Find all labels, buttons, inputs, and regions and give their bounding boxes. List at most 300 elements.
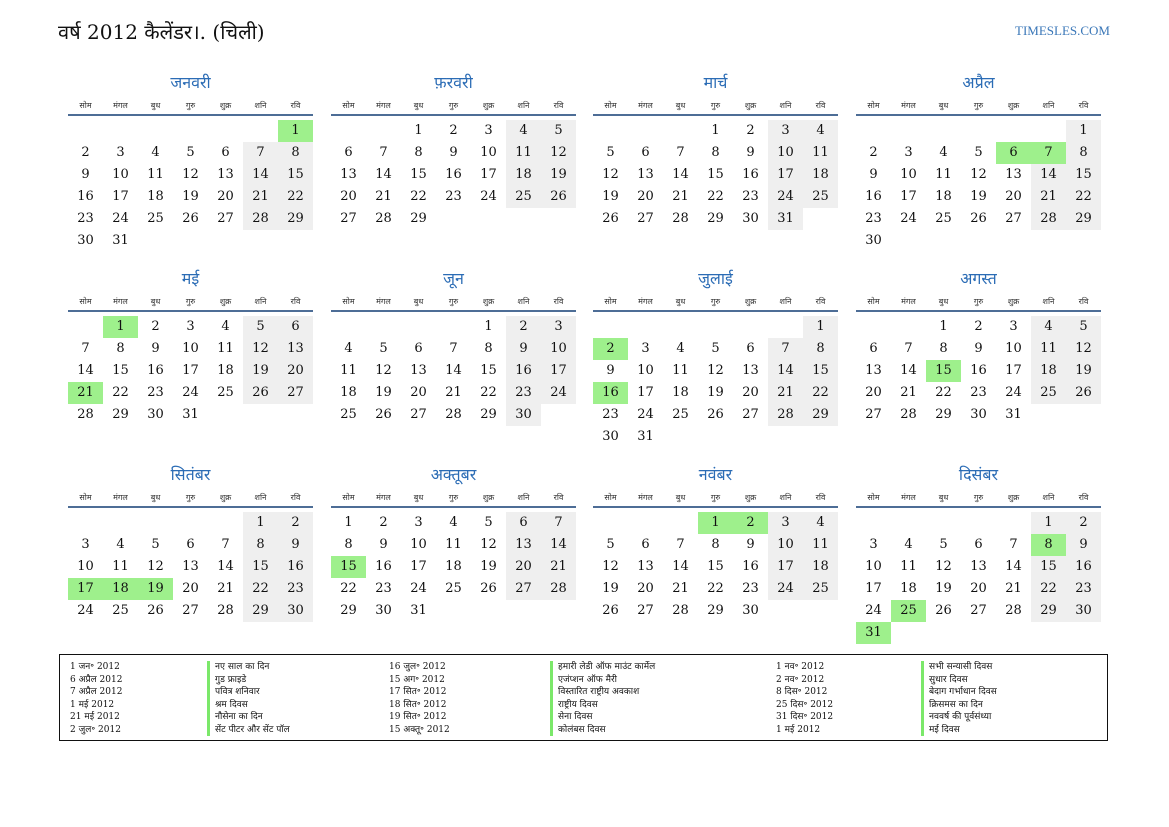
day-cell: 18	[506, 164, 541, 186]
day-cell: 4	[151, 145, 160, 160]
day-cell: 6	[506, 512, 541, 534]
day-cell: 8	[711, 145, 720, 160]
day-cell: 13	[1005, 167, 1022, 182]
legend-date: 1 मई 2012	[776, 724, 821, 735]
day-cell: 28	[672, 603, 689, 618]
day-cell: 14	[672, 559, 689, 574]
day-cell: 14	[768, 360, 803, 382]
day-cell: 8	[803, 338, 838, 360]
weekday-header: शुक्र	[219, 493, 232, 502]
weekday-header: सोम	[342, 493, 355, 502]
weekday-header: शनि	[1042, 297, 1055, 306]
header-rule	[331, 310, 576, 312]
legend-name-column	[921, 661, 997, 736]
weekday-header: मंगल	[113, 297, 128, 306]
day-cell: 8	[939, 341, 948, 356]
header-rule	[68, 506, 313, 508]
day-cell: 12	[707, 363, 724, 378]
day-cell: 24	[768, 578, 803, 600]
day-cell: 11	[1031, 338, 1066, 360]
day-cell: 22	[340, 581, 357, 596]
day-cell: 17	[637, 385, 654, 400]
day-cell: 19	[935, 581, 952, 596]
weekday-header: रवि	[815, 493, 826, 502]
weekday-header: रवि	[290, 493, 301, 502]
day-cell: 9	[449, 145, 458, 160]
day-cell: 13	[865, 363, 882, 378]
day-cell: 29	[803, 404, 838, 426]
day-cell: 7	[1009, 537, 1018, 552]
day-cell: 2	[151, 319, 160, 334]
day-cell: 28	[900, 407, 917, 422]
day-cell: 14	[77, 363, 94, 378]
day-cell: 18	[340, 385, 357, 400]
weekday-header: मंगल	[901, 493, 916, 502]
weekday-header: बुध	[413, 101, 424, 110]
day-cell: 10	[1005, 341, 1022, 356]
day-cell: 5	[379, 341, 388, 356]
day-cell: 6	[746, 341, 755, 356]
day-cell: 1	[711, 123, 720, 138]
weekday-header: सोम	[342, 101, 355, 110]
weekday-header: गुरु	[710, 101, 721, 110]
legend-date: 1 जन॰ 2012	[70, 662, 120, 672]
month-name: मई	[181, 269, 200, 288]
weekday-header: सोम	[342, 297, 355, 306]
weekday-header: गुरु	[185, 493, 196, 502]
day-cell: 27	[410, 407, 427, 422]
weekday-header: रवि	[553, 493, 564, 502]
day-cell: 11	[935, 167, 952, 182]
day-cell: 6	[641, 537, 650, 552]
holiday-day-cell: 6	[996, 142, 1031, 164]
day-cell: 27	[506, 578, 541, 600]
day-cell: 8	[484, 341, 493, 356]
day-cell: 12	[147, 559, 164, 574]
weekday-header: शनि	[1042, 101, 1055, 110]
month-block	[593, 268, 838, 468]
day-cell: 12	[182, 167, 199, 182]
day-cell: 13	[340, 167, 357, 182]
day-cell: 3	[81, 537, 90, 552]
day-cell: 13	[217, 167, 234, 182]
day-cell: 2	[974, 319, 983, 334]
day-cell: 5	[974, 145, 983, 160]
holiday-day-cell: 2	[593, 338, 628, 360]
day-cell: 26	[707, 407, 724, 422]
legend-date: 25 दिस॰ 2012	[776, 699, 834, 710]
day-cell: 27	[278, 382, 313, 404]
month-name: मार्च	[703, 73, 728, 92]
holiday-day-cell: 1	[278, 120, 313, 142]
day-cell: 20	[410, 385, 427, 400]
day-cell: 6	[974, 537, 983, 552]
day-cell: 3	[484, 123, 493, 138]
weekday-header: सोम	[867, 297, 880, 306]
day-cell: 18	[1031, 360, 1066, 382]
day-cell: 29	[410, 211, 427, 226]
day-cell: 9	[379, 537, 388, 552]
day-cell: 11	[803, 142, 838, 164]
day-cell: 31	[182, 407, 199, 422]
day-cell: 6	[641, 145, 650, 160]
day-cell: 8	[1066, 142, 1101, 164]
weekday-header: शनि	[779, 493, 792, 502]
holiday-day-cell: 15	[926, 360, 961, 382]
weekday-header: रवि	[553, 101, 564, 110]
day-cell: 23	[1066, 578, 1101, 600]
weekday-header: सोम	[79, 297, 92, 306]
day-cell: 12	[602, 167, 619, 182]
legend-holiday-name: राष्ट्रीय दिवस	[550, 699, 655, 712]
day-cell: 14	[217, 559, 234, 574]
weekday-header: शुक्र	[219, 297, 232, 306]
day-cell: 24	[182, 385, 199, 400]
day-cell: 12	[935, 559, 952, 574]
day-cell: 28	[1031, 208, 1066, 230]
day-cell: 12	[602, 559, 619, 574]
day-cell: 21	[217, 581, 234, 596]
day-cell: 11	[506, 142, 541, 164]
day-cell: 8	[116, 341, 125, 356]
holiday-day-cell: 21	[68, 382, 103, 404]
day-cell: 20	[970, 581, 987, 596]
weekday-header: सोम	[867, 101, 880, 110]
day-cell: 17	[182, 363, 199, 378]
weekday-header: शुक्र	[482, 297, 495, 306]
day-cell: 24	[480, 189, 497, 204]
day-cell: 10	[768, 534, 803, 556]
day-cell: 5	[606, 145, 615, 160]
holiday-legend	[59, 654, 1108, 741]
weekday-header: रवि	[290, 101, 301, 110]
day-cell: 7	[243, 142, 278, 164]
day-cell: 20	[278, 360, 313, 382]
holiday-day-cell: 17	[68, 578, 103, 600]
legend-date: 19 सित॰ 2012	[389, 712, 447, 722]
day-cell: 7	[541, 512, 576, 534]
day-cell: 30	[742, 603, 759, 618]
month-block	[593, 464, 838, 664]
day-cell: 15	[112, 363, 129, 378]
day-cell: 15	[1066, 164, 1101, 186]
weekday-header: बुध	[150, 493, 161, 502]
day-cell: 30	[278, 600, 313, 622]
day-cell: 9	[151, 341, 160, 356]
day-cell: 1	[939, 319, 948, 334]
site-link[interactable]: TIMESLES.COM	[1015, 23, 1110, 38]
day-cell: 10	[182, 341, 199, 356]
day-cell: 30	[865, 233, 882, 248]
day-cell: 18	[217, 363, 234, 378]
day-cell: 27	[742, 407, 759, 422]
day-cell: 7	[449, 341, 458, 356]
day-cell: 10	[112, 167, 129, 182]
legend-date-column	[776, 661, 833, 736]
weekday-header: गुरु	[448, 493, 459, 502]
day-cell: 5	[186, 145, 195, 160]
day-cell: 19	[602, 189, 619, 204]
day-cell: 20	[217, 189, 234, 204]
day-cell: 15	[1031, 556, 1066, 578]
day-cell: 26	[147, 603, 164, 618]
day-cell: 11	[217, 341, 234, 356]
day-cell: 18	[147, 189, 164, 204]
day-cell: 4	[904, 537, 913, 552]
day-cell: 10	[410, 537, 427, 552]
day-cell: 27	[637, 211, 654, 226]
day-cell: 28	[445, 407, 462, 422]
weekday-header: रवि	[1078, 101, 1089, 110]
day-cell: 24	[112, 211, 129, 226]
day-cell: 6	[414, 341, 423, 356]
legend-holiday-name: कोलंबस दिवस	[550, 724, 655, 737]
day-cell: 25	[112, 603, 129, 618]
legend-holiday-name: सेंट पीटर और सेंट पॉल	[207, 724, 290, 737]
weekday-header: बुध	[938, 101, 949, 110]
weekday-header: गुरु	[448, 297, 459, 306]
day-cell: 13	[506, 534, 541, 556]
day-cell: 28	[375, 211, 392, 226]
day-cell: 20	[637, 189, 654, 204]
day-cell: 3	[869, 537, 878, 552]
day-cell: 25	[672, 407, 689, 422]
day-cell: 8	[344, 537, 353, 552]
month-name: फ़रवरी	[434, 73, 473, 92]
day-cell: 26	[970, 211, 987, 226]
day-cell: 4	[449, 515, 458, 530]
day-cell: 22	[112, 385, 129, 400]
day-cell: 29	[340, 603, 357, 618]
day-cell: 1	[803, 316, 838, 338]
day-cell: 9	[278, 534, 313, 556]
weekday-header: गुरु	[185, 101, 196, 110]
day-cell: 7	[676, 537, 685, 552]
day-cell: 23	[602, 407, 619, 422]
day-cell: 10	[865, 559, 882, 574]
day-cell: 20	[742, 385, 759, 400]
day-cell: 25	[935, 211, 952, 226]
day-cell: 16	[278, 556, 313, 578]
month-name: दिसंबर	[958, 465, 999, 484]
day-cell: 8	[414, 145, 423, 160]
day-cell: 4	[221, 319, 230, 334]
holiday-day-cell: 16	[593, 382, 628, 404]
day-cell: 23	[147, 385, 164, 400]
day-cell: 29	[278, 208, 313, 230]
day-cell: 11	[672, 363, 689, 378]
day-cell: 23	[375, 581, 392, 596]
weekday-header: शनि	[779, 297, 792, 306]
month-name: जुलाई	[698, 269, 733, 288]
day-cell: 21	[900, 385, 917, 400]
legend-name-column	[207, 661, 290, 736]
day-cell: 17	[768, 164, 803, 186]
day-cell: 19	[1066, 360, 1101, 382]
day-cell: 2	[449, 123, 458, 138]
day-cell: 10	[541, 338, 576, 360]
day-cell: 11	[803, 534, 838, 556]
day-cell: 29	[935, 407, 952, 422]
header-rule	[593, 114, 838, 116]
day-cell: 20	[1005, 189, 1022, 204]
day-cell: 19	[970, 189, 987, 204]
day-cell: 13	[410, 363, 427, 378]
day-cell: 20	[865, 385, 882, 400]
day-cell: 13	[970, 559, 987, 574]
month-name: अप्रैल	[962, 73, 995, 92]
header-rule	[856, 310, 1101, 312]
day-cell: 14	[1031, 164, 1066, 186]
day-cell: 3	[641, 341, 650, 356]
header-rule	[593, 506, 838, 508]
day-cell: 9	[81, 167, 90, 182]
day-cell: 31	[1005, 407, 1022, 422]
day-cell: 17	[480, 167, 497, 182]
holiday-day-cell: 19	[138, 578, 173, 600]
legend-holiday-name: नववर्ष की पूर्वसंध्या	[921, 711, 997, 724]
day-cell: 31	[112, 233, 129, 248]
day-cell: 18	[803, 164, 838, 186]
day-cell: 12	[375, 363, 392, 378]
day-cell: 30	[602, 429, 619, 444]
weekday-header: रवि	[290, 297, 301, 306]
weekday-header: मंगल	[376, 297, 391, 306]
day-cell: 24	[541, 382, 576, 404]
day-cell: 29	[1031, 600, 1066, 622]
day-cell: 27	[340, 211, 357, 226]
day-cell: 15	[707, 559, 724, 574]
day-cell: 18	[935, 189, 952, 204]
weekday-header: शुक्र	[1007, 297, 1020, 306]
day-cell: 12	[480, 537, 497, 552]
day-cell: 3	[186, 319, 195, 334]
legend-holiday-name: पवित्र शनिवार	[207, 686, 290, 699]
legend-holiday-name: नौसेना का दिन	[207, 711, 290, 724]
header-rule	[68, 310, 313, 312]
day-cell: 23	[865, 211, 882, 226]
day-cell: 11	[147, 167, 164, 182]
day-cell: 13	[637, 167, 654, 182]
weekday-header: मंगल	[113, 493, 128, 502]
holiday-day-cell: 31	[856, 622, 891, 644]
day-cell: 14	[672, 167, 689, 182]
day-cell: 3	[414, 515, 423, 530]
day-cell: 2	[81, 145, 90, 160]
day-cell: 28	[672, 211, 689, 226]
day-cell: 12	[541, 142, 576, 164]
day-cell: 5	[606, 537, 615, 552]
day-cell: 15	[243, 556, 278, 578]
day-cell: 31	[637, 429, 654, 444]
day-cell: 28	[217, 603, 234, 618]
day-cell: 16	[970, 363, 987, 378]
weekday-header: सोम	[604, 297, 617, 306]
month-block	[68, 464, 313, 664]
day-cell: 16	[506, 360, 541, 382]
legend-holiday-name: विस्तारित राष्ट्रीय अवकाश	[550, 686, 655, 699]
legend-date: 6 अप्रैल 2012	[70, 674, 123, 685]
weekday-header: शनि	[254, 297, 267, 306]
weekday-header: गुरु	[973, 493, 984, 502]
day-cell: 27	[1005, 211, 1022, 226]
day-cell: 5	[939, 537, 948, 552]
legend-date-column	[389, 661, 450, 736]
day-cell: 15	[803, 360, 838, 382]
legend-name-column	[550, 661, 655, 736]
day-cell: 25	[147, 211, 164, 226]
day-cell: 31	[410, 603, 427, 618]
day-cell: 25	[445, 581, 462, 596]
day-cell: 7	[81, 341, 90, 356]
weekday-header: शनि	[517, 493, 530, 502]
legend-holiday-name: मई दिवस	[921, 724, 997, 737]
day-cell: 24	[410, 581, 427, 596]
day-cell: 29	[243, 600, 278, 622]
legend-holiday-name: नए साल का दिन	[207, 661, 290, 674]
weekday-header: रवि	[815, 297, 826, 306]
month-name: अगस्त	[960, 269, 997, 288]
day-cell: 6	[278, 316, 313, 338]
day-cell: 16	[742, 559, 759, 574]
weekday-header: बुध	[938, 297, 949, 306]
weekday-header: रवि	[815, 101, 826, 110]
day-cell: 14	[445, 363, 462, 378]
weekday-header: बुध	[150, 101, 161, 110]
month-block	[68, 72, 313, 272]
legend-holiday-name: सेना दिवस	[550, 711, 655, 724]
weekday-header: गुरु	[185, 297, 196, 306]
weekday-header: मंगल	[376, 101, 391, 110]
weekday-header: गुरु	[973, 297, 984, 306]
day-cell: 20	[340, 189, 357, 204]
weekday-header: शनि	[254, 101, 267, 110]
day-cell: 16	[375, 559, 392, 574]
day-cell: 22	[243, 578, 278, 600]
legend-holiday-name: क्रिसमस का दिन	[921, 699, 997, 712]
legend-holiday-name: हमारी लेडी ऑफ माउंट कार्मेल	[550, 661, 655, 674]
day-cell: 18	[803, 556, 838, 578]
day-cell: 17	[865, 581, 882, 596]
day-cell: 1	[1066, 120, 1101, 142]
day-cell: 1	[1031, 512, 1066, 534]
weekday-header: मंगल	[376, 493, 391, 502]
weekday-header: बुध	[413, 493, 424, 502]
day-cell: 21	[375, 189, 392, 204]
day-cell: 8	[278, 142, 313, 164]
legend-date: 1 मई 2012	[70, 699, 115, 710]
day-cell: 27	[970, 603, 987, 618]
day-cell: 26	[375, 407, 392, 422]
weekday-header: मंगल	[901, 101, 916, 110]
day-cell: 22	[1031, 578, 1066, 600]
day-cell: 9	[606, 363, 615, 378]
month-block	[593, 72, 838, 272]
month-name: सितंबर	[170, 465, 211, 484]
header-rule	[331, 114, 576, 116]
weekday-header: मंगल	[638, 297, 653, 306]
day-cell: 10	[768, 142, 803, 164]
header-rule	[593, 310, 838, 312]
day-cell: 6	[344, 145, 353, 160]
day-cell: 6	[869, 341, 878, 356]
legend-holiday-name: श्रम दिवस	[207, 699, 290, 712]
legend-date: 16 जुल॰ 2012	[389, 662, 446, 672]
day-cell: 25	[340, 407, 357, 422]
month-name: जून	[443, 269, 464, 288]
weekday-header: शुक्र	[744, 493, 757, 502]
day-cell: 20	[506, 556, 541, 578]
